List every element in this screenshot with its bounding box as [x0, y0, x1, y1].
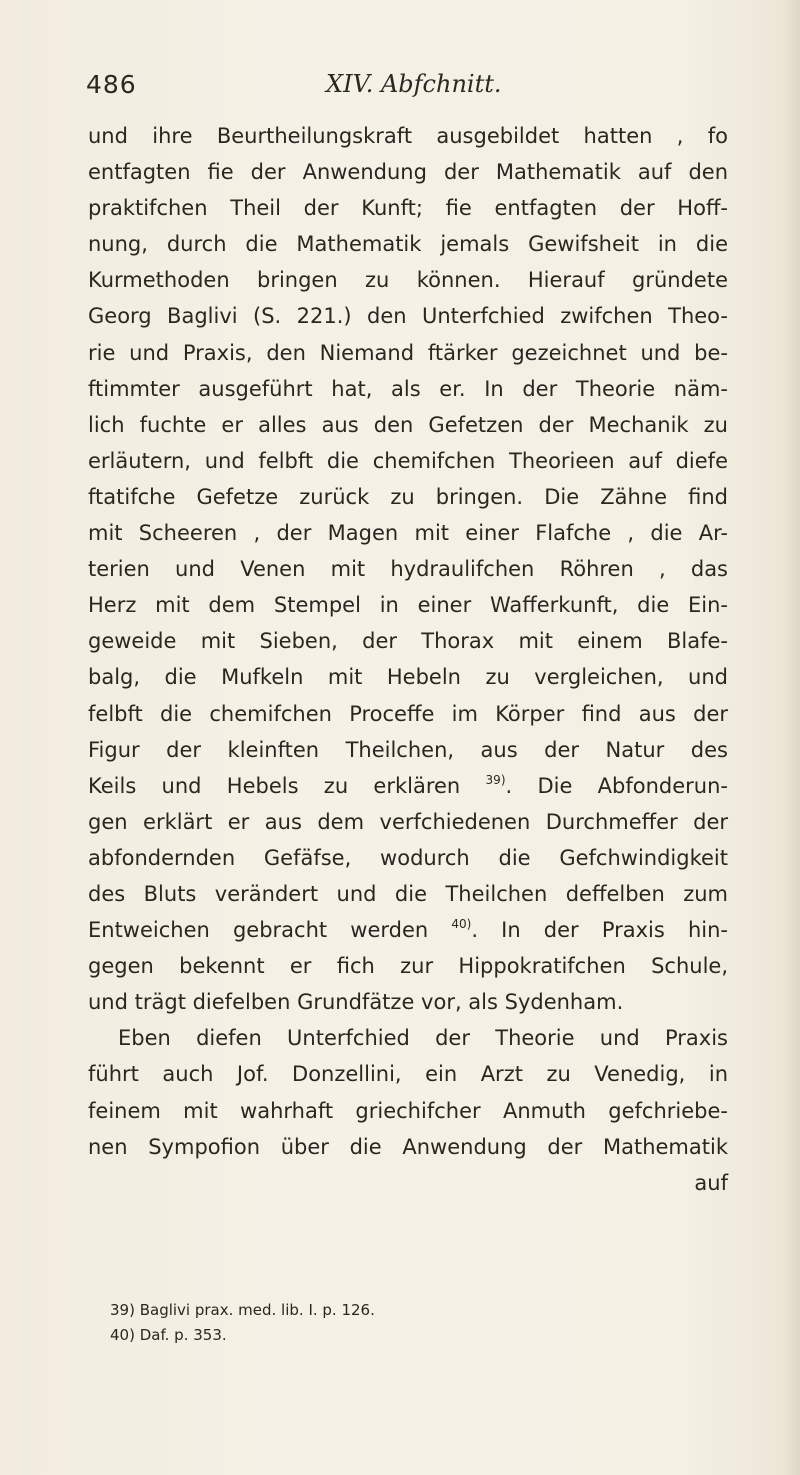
text-line: entfagten fie der Anwendung der Mathematik auf den: [88, 160, 728, 185]
text-line: Herz mit dem Stempel in einer Wafferkunft, die Ein-: [88, 593, 728, 618]
text-line: ftatifche Gefetze zurück zu bringen. Die Zähne find: [88, 484, 728, 509]
text-line: nen Sympofion über die Anwendung der Mathematik: [88, 1134, 728, 1159]
text-line: ftimmter ausgeführt hat, als er. In der Theorie näm-: [88, 376, 728, 401]
footnote-ref-40: 40): [451, 917, 472, 932]
page-number: 486: [86, 70, 137, 99]
text-line: Figur der kleinften Theilchen, aus der Natur des: [88, 737, 728, 762]
text-line: mit Scheeren , der Magen mit einer Flafche , die Ar-: [88, 521, 728, 546]
text-line: rie und Praxis, den Niemand ftärker gezeichnet und be-: [88, 340, 728, 365]
footnote-40: 40) Daf. p. 353.: [110, 1326, 227, 1344]
catchword: auf: [694, 1170, 728, 1195]
text-line: und ihre Beurtheilungskraft ausgebildet hatten , fo: [88, 124, 728, 148]
text-line: praktifchen Theil der Kunft; fie entfagten der Hoff-: [88, 196, 728, 221]
text-line: terien und Venen mit hydraulifchen Röhren , das: [88, 557, 728, 582]
text-line: gegen bekennt er fich zur Hippokratifchen Schule,: [88, 954, 728, 979]
text-line: führt auch Jof. Donzellini, ein Arzt zu Venedig, in: [88, 1062, 728, 1087]
text-line: des Bluts verändert und die Theilchen deffelben zum: [88, 881, 728, 906]
text-line: abfondernden Gefäfse, wodurch die Gefchwindigkeit: [88, 845, 728, 870]
page-edge-shadow: [782, 0, 800, 1475]
text-fragment: Entweichen gebracht werden: [88, 918, 429, 943]
text-line-with-note: [88, 912, 728, 948]
text-line: erläutern, und felbft die chemifchen Theorieen auf diefe: [88, 448, 728, 473]
text-fragment: Keils und Hebels zu erklären: [88, 773, 461, 798]
text-line: geweide mit Sieben, der Thorax mit einem Blafe-: [88, 629, 728, 654]
text-line: lich fuchte er alles aus den Gefetzen der Mechanik zu: [88, 412, 728, 437]
page-header: [86, 70, 726, 110]
text-line: Georg Baglivi (S. 221.) den Unterfchied zwifchen Theo-: [88, 304, 728, 329]
text-fragment: . In der Praxis hin-: [471, 918, 728, 943]
text-line: Eben diefen Unterfchied der Theorie und Praxis: [118, 1026, 728, 1051]
text-line: feinem mit wahrhaft griechifcher Anmuth gefchriebe-: [88, 1098, 728, 1123]
body-text: [88, 118, 728, 1201]
text-line: felbft die chemifchen Proceffe im Körper find aus der: [88, 701, 728, 726]
text-line: nung, durch die Mathematik jemals Gewifsheit in die: [88, 232, 728, 257]
footnotes: [110, 1298, 670, 1348]
text-line-with-note: [88, 768, 728, 804]
text-line: Kurmethoden bringen zu können. Hierauf gründete: [88, 268, 728, 293]
text-fragment: . Die Abfonderun-: [505, 773, 729, 798]
text-line: gen erklärt er aus dem verfchiedenen Durchmeffer der: [88, 809, 728, 834]
text-line: und trägt diefelben Grundfätze vor, als Sydenham.: [88, 990, 624, 1015]
footnote-ref-39: 39): [485, 772, 506, 787]
running-title: XIV. Abfchnitt.: [326, 70, 502, 98]
text-line: balg, die Mufkeln mit Hebeln zu vergleichen, und: [88, 665, 728, 690]
footnote-39: 39) Baglivi prax. med. lib. I. p. 126.: [110, 1301, 375, 1319]
